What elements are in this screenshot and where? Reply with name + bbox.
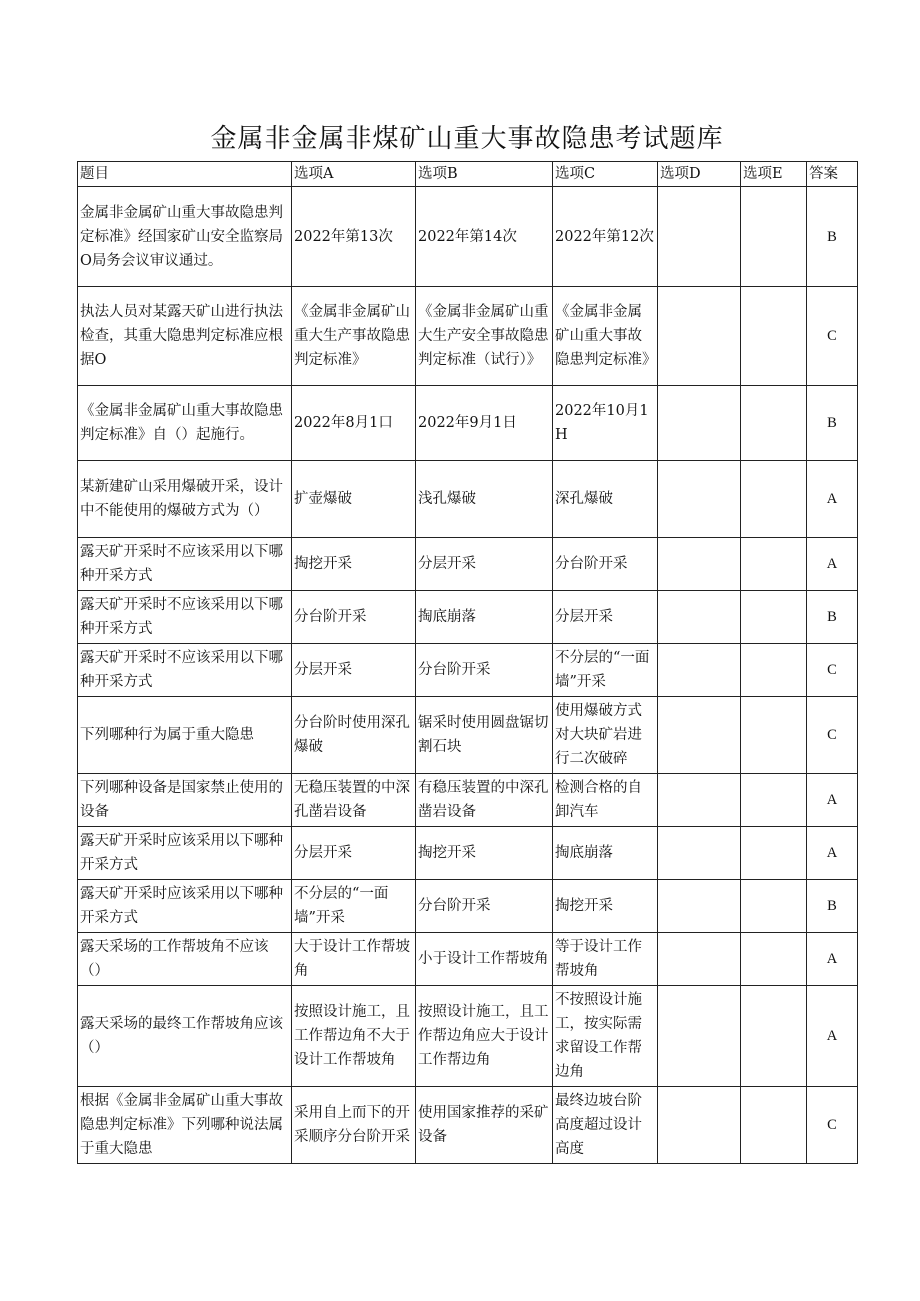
option-c-cell: 2022年10月1H [553,386,658,461]
option-c-cell: 不按照设计施工，按实际需求留设工作帮边角 [553,986,658,1087]
option-b-cell: 有稳压装置的中深孔凿岩设备 [416,774,553,827]
question-cell: 露天矿开采时应该采用以下哪种开采方式 [78,827,292,880]
table-row [78,880,858,933]
question-cell: 根据《金属非金属矿山重大事故隐患判定标准》下列哪种说法属于重大隐患 [78,1087,292,1164]
option-a-cell: 2022年第13次 [292,187,416,287]
option-a-cell: 掏挖开采 [292,538,416,591]
header-answer: 答案 [807,162,858,187]
answer-cell: B [807,386,858,461]
table-row [78,461,858,538]
question-cell: 《金属非金属矿山重大事故隐患判定标准》自（）起施行。 [78,386,292,461]
option-e-cell [741,1087,807,1164]
option-e-cell [741,933,807,986]
option-a-cell: 分层开采 [292,827,416,880]
question-cell: 下列哪种设备是国家禁止使用的设备 [78,774,292,827]
option-c-cell: 掏挖开采 [553,880,658,933]
option-b-cell: 浅孔爆破 [416,461,553,538]
option-c-cell: 最终边坡台阶高度超过设计高度 [553,1087,658,1164]
option-e-cell [741,461,807,538]
question-cell: 某新建矿山采用爆破开采，设计中不能使用的爆破方式为（） [78,461,292,538]
option-c-cell: 深孔爆破 [553,461,658,538]
option-e-cell [741,287,807,386]
option-c-cell: 检测合格的自卸汽车 [553,774,658,827]
option-b-cell: 分台阶开采 [416,644,553,697]
option-b-cell: 分层开采 [416,538,553,591]
option-e-cell [741,644,807,697]
answer-cell: A [807,827,858,880]
option-c-cell: 《金属非金属矿山重大事故隐患判定标准》 [553,287,658,386]
option-d-cell [658,986,741,1087]
option-b-cell: 分台阶开采 [416,880,553,933]
question-cell: 露天矿开采时不应该采用以下哪种开采方式 [78,538,292,591]
option-b-cell: 小于设计工作帮坡角 [416,933,553,986]
answer-cell: A [807,986,858,1087]
answer-cell: B [807,187,858,287]
option-d-cell [658,1087,741,1164]
option-d-cell [658,644,741,697]
question-cell: 下列哪种行为属于重大隐患 [78,697,292,774]
option-d-cell [658,591,741,644]
question-table [77,161,858,1164]
option-a-cell: 无稳压装置的中深孔凿岩设备 [292,774,416,827]
table-row [78,538,858,591]
option-a-cell: 采用自上而下的开采顺序分台阶开采 [292,1087,416,1164]
answer-cell: C [807,287,858,386]
option-d-cell [658,827,741,880]
option-b-cell: 按照设计施工，且工作帮边角应大于设计工作帮边角 [416,986,553,1087]
header-option-c: 选项C [553,162,658,187]
option-c-cell: 使用爆破方式对大块矿岩进行二次破碎 [553,697,658,774]
header-option-b: 选项B [416,162,553,187]
answer-cell: A [807,933,858,986]
option-a-cell: 分层开采 [292,644,416,697]
option-d-cell [658,287,741,386]
answer-cell: A [807,774,858,827]
option-a-cell: 扩壶爆破 [292,461,416,538]
option-b-cell: 2022年9月1日 [416,386,553,461]
header-option-a: 选项A [292,162,416,187]
question-cell: 露天矿开采时应该采用以下哪种开采方式 [78,880,292,933]
table-row [78,644,858,697]
option-e-cell [741,827,807,880]
page-title: 金属非金属非煤矿山重大事故隐患考试题库 [210,124,724,154]
answer-cell: B [807,880,858,933]
answer-cell: C [807,697,858,774]
option-a-cell: 《金属非金属矿山重大生产事故隐患判定标准》 [292,287,416,386]
option-e-cell [741,386,807,461]
answer-cell: B [807,591,858,644]
answer-cell: C [807,1087,858,1164]
table-row [78,986,858,1087]
table-row [78,774,858,827]
table-row [78,287,858,386]
option-e-cell [741,774,807,827]
option-d-cell [658,697,741,774]
option-e-cell [741,591,807,644]
option-d-cell [658,774,741,827]
option-b-cell: 掏底崩落 [416,591,553,644]
option-b-cell: 2022年第14次 [416,187,553,287]
option-c-cell: 分层开采 [553,591,658,644]
option-c-cell: 分台阶开采 [553,538,658,591]
option-d-cell [658,880,741,933]
option-b-cell: 使用国家推荐的采矿设备 [416,1087,553,1164]
question-cell: 露天矿开采时不应该采用以下哪种开采方式 [78,644,292,697]
option-a-cell: 不分层的“一面墙”开采 [292,880,416,933]
option-d-cell [658,538,741,591]
question-cell: 露天矿开采时不应该采用以下哪种开采方式 [78,591,292,644]
question-cell: 露天采场的工作帮坡角不应该（） [78,933,292,986]
option-e-cell [741,880,807,933]
option-a-cell: 分台阶开采 [292,591,416,644]
option-a-cell: 按照设计施工，且工作帮边角不大于设计工作帮坡角 [292,986,416,1087]
option-a-cell: 分台阶时使用深孔爆破 [292,697,416,774]
table-row [78,933,858,986]
header-option-d: 选项D [658,162,741,187]
option-e-cell [741,697,807,774]
option-c-cell: 2022年第12次 [553,187,658,287]
option-c-cell: 等于设计工作帮坡角 [553,933,658,986]
question-cell: 执法人员对某露天矿山进行执法检查，其重大隐患判定标准应根据O [78,287,292,386]
header-row [78,162,858,187]
header-option-e: 选项E [741,162,807,187]
option-a-cell: 大于设计工作帮坡角 [292,933,416,986]
option-b-cell: 《金属非金属矿山重大生产安全事故隐患判定标准（试行）》 [416,287,553,386]
question-cell: 露天采场的最终工作帮坡角应该（） [78,986,292,1087]
table-row [78,591,858,644]
table-row [78,187,858,287]
question-cell: 金属非金属矿山重大事故隐患判定标准》经国家矿山安全监察局O局务会议审议通过。 [78,187,292,287]
option-d-cell [658,386,741,461]
table-row [78,827,858,880]
option-a-cell: 2022年8月1口 [292,386,416,461]
option-d-cell [658,933,741,986]
option-c-cell: 不分层的“一面墙”开采 [553,644,658,697]
option-e-cell [741,986,807,1087]
option-d-cell [658,461,741,538]
option-e-cell [741,538,807,591]
option-c-cell: 掏底崩落 [553,827,658,880]
option-b-cell: 掏挖开采 [416,827,553,880]
header-question: 题目 [78,162,292,187]
option-d-cell [658,187,741,287]
table-row [78,697,858,774]
option-b-cell: 锯采时使用圆盘锯切割石块 [416,697,553,774]
option-e-cell [741,187,807,287]
answer-cell: A [807,538,858,591]
table-row [78,1087,858,1164]
answer-cell: C [807,644,858,697]
answer-cell: A [807,461,858,538]
table-row [78,386,858,461]
